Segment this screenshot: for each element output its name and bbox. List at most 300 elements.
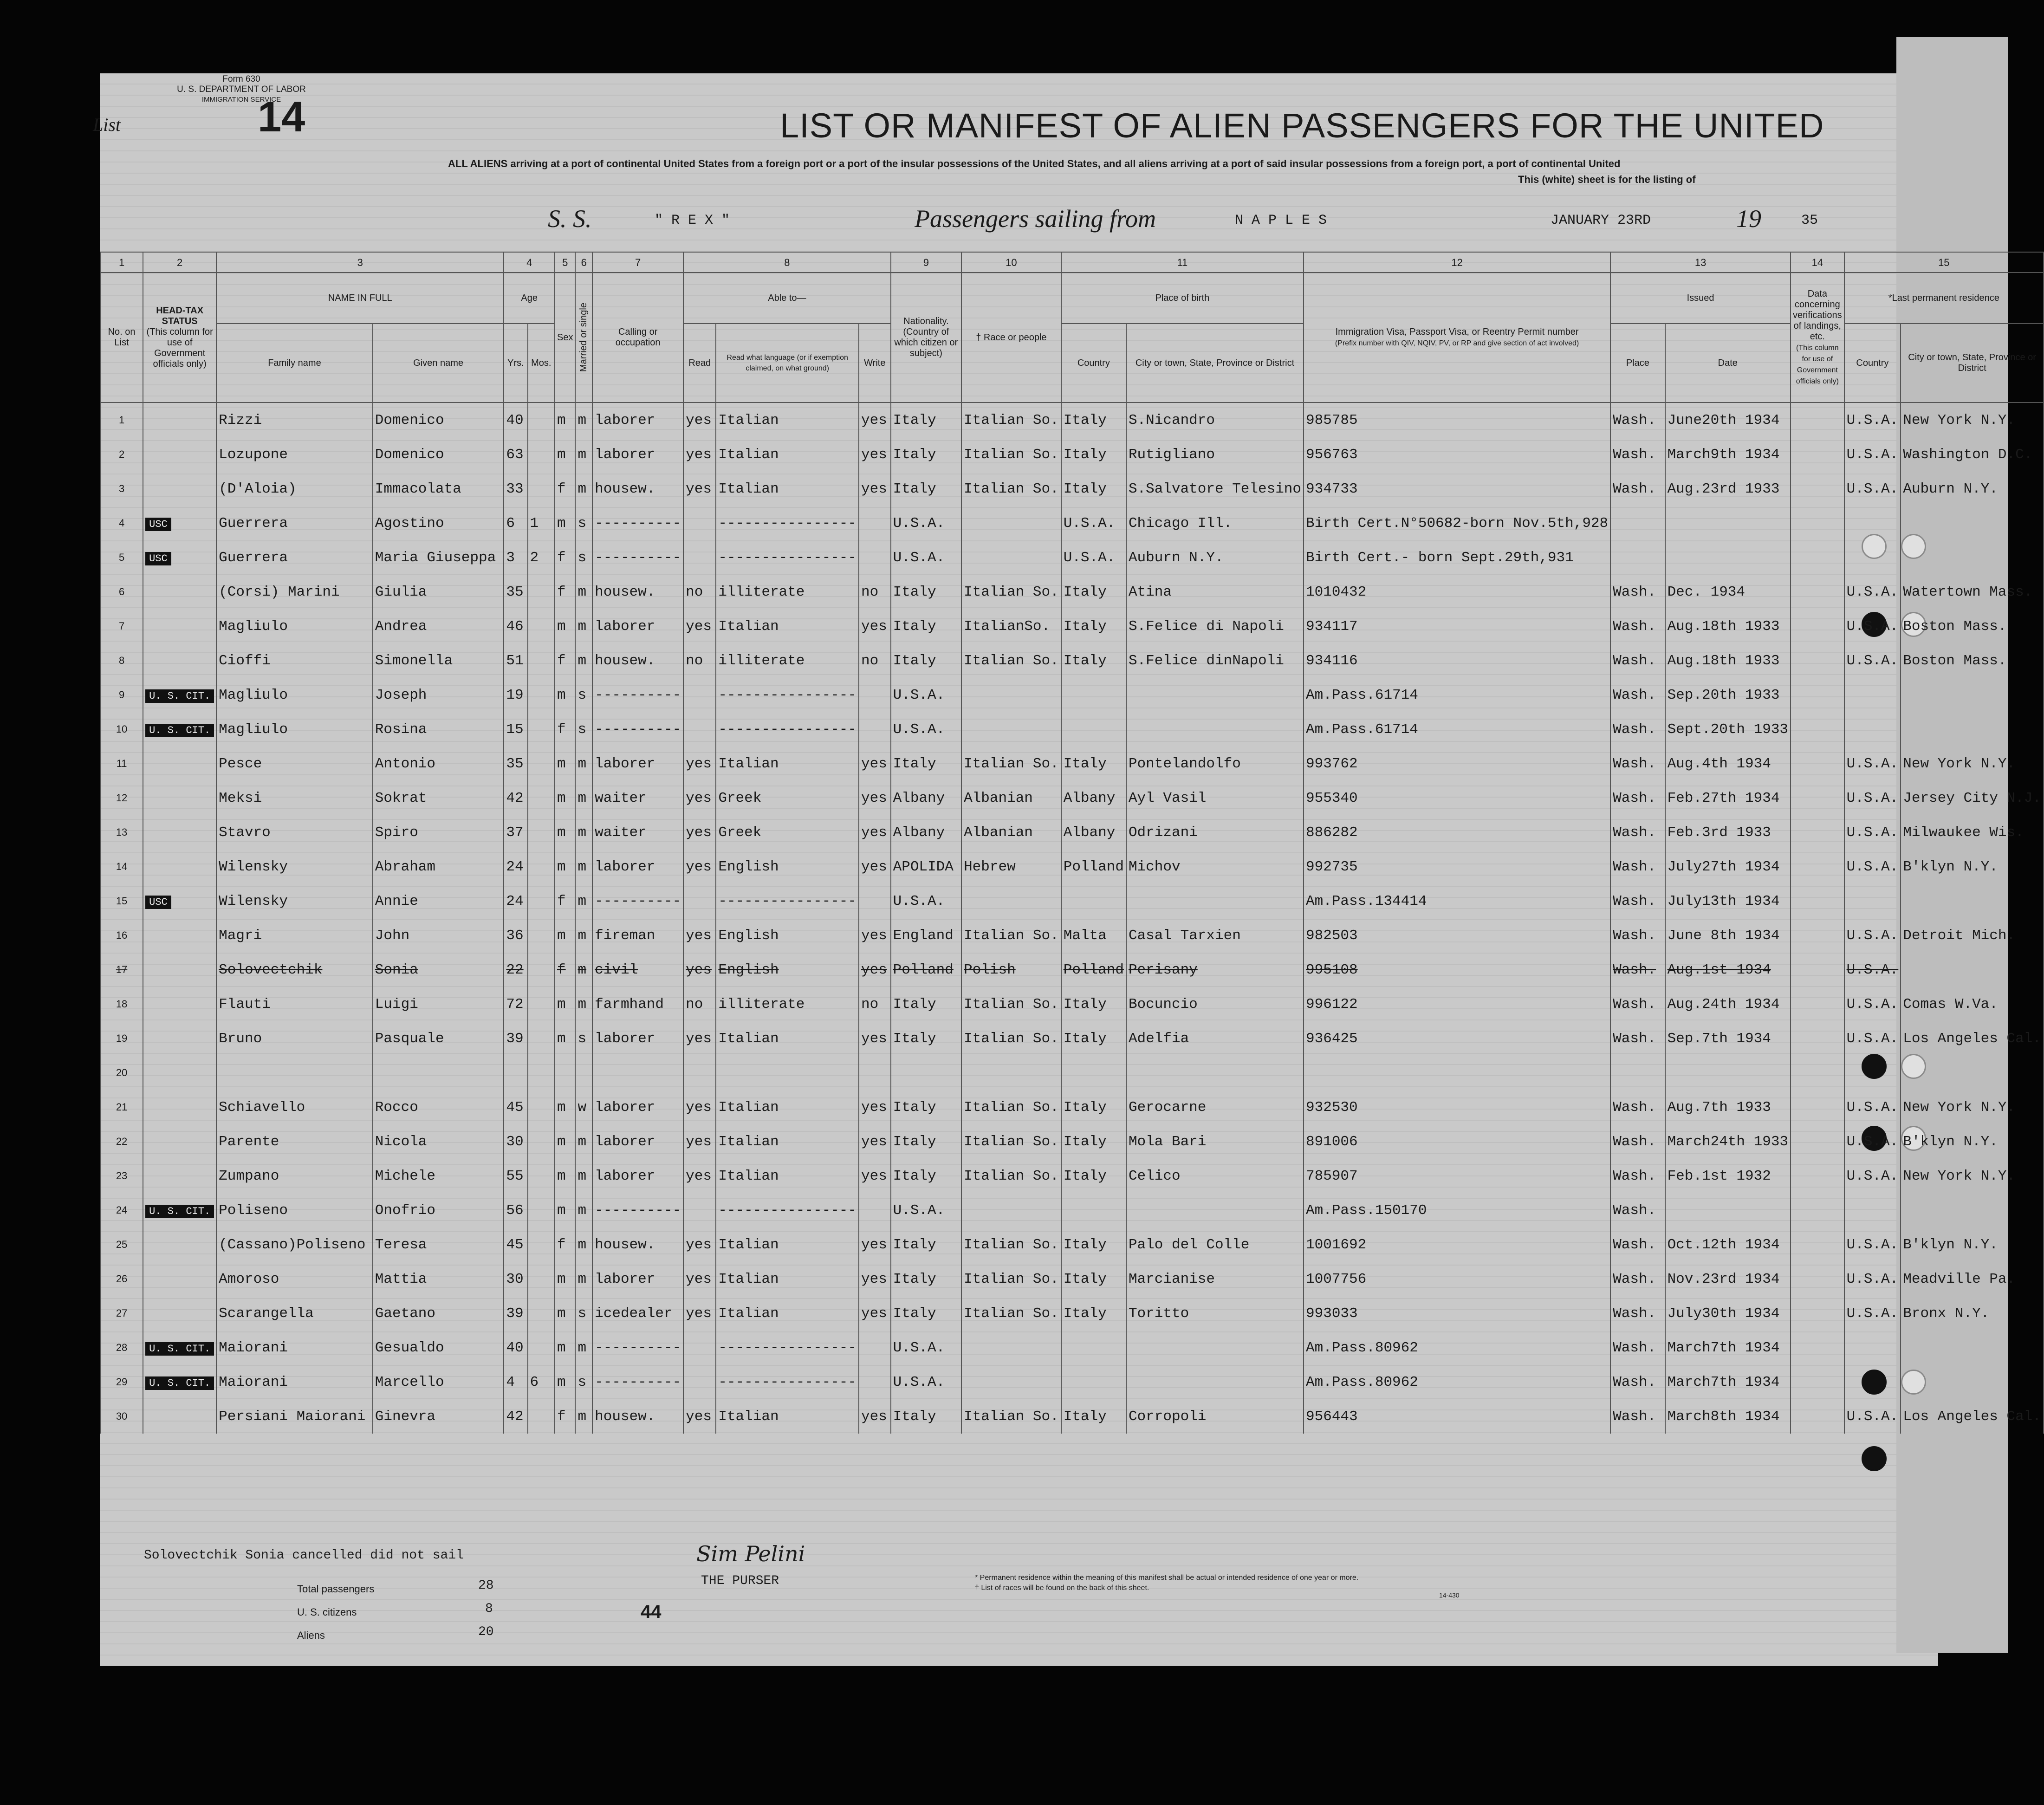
birth-country: Italy [1061,472,1126,506]
marital-status: s [575,540,592,575]
cancel-note: Solovectchik Sonia cancelled did not sail [144,1548,464,1563]
race [961,884,1061,918]
race: Italian So. [961,643,1061,678]
residence-country [1844,506,1901,540]
sailing-date: JANUARY 23RD [1551,213,1651,228]
aliens-value: 20 [478,1625,494,1639]
header-birth-country: Country [1061,324,1126,403]
head-tax-status [143,884,216,918]
sex: f [555,540,575,575]
residence-country: U.S.A. [1844,850,1901,884]
can-read: yes [683,747,716,781]
family-name: Scarangella [216,1296,373,1331]
birth-city: Atina [1126,575,1304,609]
verification [1791,884,1844,918]
read-language: Italian [716,1159,859,1193]
sex: m [555,403,575,437]
table-row [100,747,2044,781]
birth-country [1061,884,1126,918]
birth-city: S.Felice dinNapoli [1126,643,1304,678]
age-years: 39 [504,1021,527,1056]
age-years: 63 [504,437,527,472]
visa-number: 955340 [1304,781,1610,815]
residence-city: New York N.Y. [1901,403,2044,437]
age-years: 42 [504,781,527,815]
occupation: civil [592,953,683,987]
visa-number: 995108 [1304,953,1610,987]
birth-city: Auburn N.Y. [1126,540,1304,575]
table-row [100,437,2044,472]
issue-date: Sep.7th 1934 [1665,1021,1791,1056]
race [961,506,1061,540]
marital-status: m [575,1399,592,1434]
sex: m [555,437,575,472]
visa-number: 996122 [1304,987,1610,1021]
sex: f [555,953,575,987]
race: Albanian [961,781,1061,815]
given-name: Immacolata [373,472,504,506]
age-years: 33 [504,472,527,506]
list-label: List [93,114,121,135]
head-tax-status [143,1124,216,1159]
can-read [683,884,716,918]
family-name: Flauti [216,987,373,1021]
family-name: Rizzi [216,403,373,437]
table-row [100,1124,2044,1159]
verification [1791,678,1844,712]
table-row [100,712,2044,747]
occupation: ---------- [592,540,683,575]
read-language: Italian [716,1124,859,1159]
table-row [100,884,2044,918]
given-name: Maria Giuseppa [373,540,504,575]
age-months [528,884,555,918]
read-language: Italian [716,1227,859,1262]
birth-city [1126,1056,1304,1090]
residence-country: U.S.A. [1844,437,1901,472]
age-years: 6 [504,506,527,540]
sex: m [555,747,575,781]
table-row [100,1296,2044,1331]
row-number: 6 [100,575,143,609]
can-read: yes [683,472,716,506]
header-issued: Issued [1610,273,1791,324]
marital-status: m [575,850,592,884]
head-tax-status [143,1227,216,1262]
residence-country: U.S.A. [1844,1399,1901,1434]
can-write [859,540,891,575]
issue-place: Wash. [1610,1399,1665,1434]
family-name: Magliulo [216,678,373,712]
header-row-top [100,273,2044,324]
issue-place: Wash. [1610,1193,1665,1227]
race: Hebrew [961,850,1061,884]
head-tax-status [143,643,216,678]
age-years [504,1056,527,1090]
given-name: Mattia [373,1262,504,1296]
table-row [100,506,2044,540]
visa-number: 886282 [1304,815,1610,850]
issue-date: Aug.18th 1933 [1665,643,1791,678]
residence-city: B'klyn N.Y. [1901,850,2044,884]
table-row [100,575,2044,609]
can-write: yes [859,1021,891,1056]
can-write: no [859,643,891,678]
read-language: ---------------- [716,540,859,575]
sex: f [555,712,575,747]
age-years: 35 [504,747,527,781]
verification [1791,1296,1844,1331]
age-months [528,1331,555,1365]
row-number: 18 [100,987,143,1021]
family-name: (Corsi) Marini [216,575,373,609]
issue-date [1665,1193,1791,1227]
given-name: Ginevra [373,1399,504,1434]
age-years: 22 [504,953,527,987]
marital-status: m [575,884,592,918]
birth-country: U.S.A. [1061,540,1126,575]
age-years: 3 [504,540,527,575]
family-name: Magliulo [216,712,373,747]
birth-city [1126,712,1304,747]
visa-number: Am.Pass.80962 [1304,1331,1610,1365]
age-months [528,1262,555,1296]
subtitle-line2: This (white) sheet is for the listing of [1518,174,1696,185]
issue-date: Aug.18th 1933 [1665,609,1791,643]
residence-city: Detroit Mich. [1901,918,2044,953]
head-tax-label: HEAD-TAX STATUS [156,305,204,326]
table-row [100,609,2044,643]
age-years: 24 [504,850,527,884]
residence-country: U.S.A. [1844,1021,1901,1056]
family-name: Persiani Maiorani [216,1399,373,1434]
table-row [100,403,2044,437]
residence-city: Los Angeles Cal. [1901,1021,2044,1056]
header-sex: Sex [555,273,575,403]
footnote-residence: * Permanent residence within the meaning of this manifest shall be actual or intended residence of one year or more. [975,1574,1359,1582]
marital-status: m [575,747,592,781]
birth-country [1061,678,1126,712]
visa-number: 982503 [1304,918,1610,953]
given-name: Rocco [373,1090,504,1124]
row-number: 30 [100,1399,143,1434]
family-name: Cioffi [216,643,373,678]
verification [1791,815,1844,850]
can-write: yes [859,850,891,884]
birth-country: Italy [1061,1124,1126,1159]
marital-status: m [575,403,592,437]
issue-place: Wash. [1610,953,1665,987]
table-row [100,1021,2044,1056]
issue-place: Wash. [1610,678,1665,712]
nationality: Albany [891,815,961,850]
table-row [100,918,2044,953]
table-row [100,1365,2044,1399]
issue-date: March7th 1934 [1665,1331,1791,1365]
age-years: 36 [504,918,527,953]
occupation: housew. [592,643,683,678]
ship-name: " R E X " [655,213,730,228]
age-years: 45 [504,1090,527,1124]
residence-city: New York N.Y. [1901,1159,2044,1193]
race: Italian So. [961,1296,1061,1331]
issue-date: July30th 1934 [1665,1296,1791,1331]
occupation: laborer [592,850,683,884]
table-row [100,1331,2044,1365]
marital-status: w [575,1090,592,1124]
can-read: no [683,643,716,678]
birth-country: Polland [1061,850,1126,884]
citizen-stamp: U. S. CIT. [145,1376,214,1390]
marital-status: m [575,918,592,953]
birth-city: Palo del Colle [1126,1227,1304,1262]
nationality: Italy [891,1124,961,1159]
race: Italian So. [961,1399,1061,1434]
age-years: 37 [504,815,527,850]
residence-country: U.S.A. [1844,472,1901,506]
can-write [859,678,891,712]
birth-country: Albany [1061,815,1126,850]
family-name: Guerrera [216,506,373,540]
marital-status: m [575,1331,592,1365]
can-read: yes [683,437,716,472]
verification [1791,1227,1844,1262]
occupation: farmhand [592,987,683,1021]
residence-city: Washington D.C. [1901,437,2044,472]
occupation: ---------- [592,506,683,540]
age-months [528,918,555,953]
sex: m [555,1090,575,1124]
verification [1791,712,1844,747]
row-number: 26 [100,1262,143,1296]
head-tax-status [143,609,216,643]
sailing-label: Passengers sailing from [915,205,1156,233]
header-no-on-list: No. on List [100,273,143,403]
colnum-8: 8 [683,252,890,273]
issue-place: Wash. [1610,403,1665,437]
header-place-of-birth: Place of birth [1061,273,1304,324]
issue-place: Wash. [1610,850,1665,884]
header-last-residence: *Last permanent residence [1844,273,2044,324]
visa-number: 1010432 [1304,575,1610,609]
marital-status: s [575,712,592,747]
issue-date: July27th 1934 [1665,850,1791,884]
family-name: (D'Aloia) [216,472,373,506]
read-language: English [716,953,859,987]
row-number: 23 [100,1159,143,1193]
verification [1791,1056,1844,1090]
head-tax-status [143,1262,216,1296]
birth-city: Casal Tarxien [1126,918,1304,953]
residence-city [1901,953,2044,987]
race: ItalianSo. [961,609,1061,643]
verification [1791,643,1844,678]
head-tax-status [143,781,216,815]
head-tax-status [143,472,216,506]
age-months [528,747,555,781]
table-row [100,850,2044,884]
visa-number: 993033 [1304,1296,1610,1331]
visa-number: 992735 [1304,850,1610,884]
residence-city [1901,1193,2044,1227]
nationality: Italy [891,1262,961,1296]
verification [1791,1262,1844,1296]
department: U. S. DEPARTMENT OF LABOR [177,84,306,94]
can-write: yes [859,953,891,987]
head-tax-status [143,918,216,953]
family-name: Meksi [216,781,373,815]
header-mos: Mos. [528,324,555,403]
marital-status: s [575,1365,592,1399]
sex [555,1056,575,1090]
can-read: yes [683,815,716,850]
residence-city [1901,506,2044,540]
race: Italian So. [961,472,1061,506]
race: Italian So. [961,403,1061,437]
row-number: 21 [100,1090,143,1124]
read-language: ---------------- [716,1193,859,1227]
residence-country: U.S.A. [1844,1124,1901,1159]
row-number: 19 [100,1021,143,1056]
nationality: U.S.A. [891,884,961,918]
can-read: yes [683,1262,716,1296]
can-write: no [859,987,891,1021]
header-married: Married or single [575,273,592,403]
issue-place [1610,506,1665,540]
can-read [683,1193,716,1227]
read-language: illiterate [716,987,859,1021]
can-read: no [683,575,716,609]
head-tax-status [143,678,216,712]
given-name: Sonia [373,953,504,987]
can-write: yes [859,403,891,437]
read-language: English [716,850,859,884]
head-tax-status [143,850,216,884]
birth-country [1061,1365,1126,1399]
head-tax-status [143,1159,216,1193]
year-prefix: 19 [1736,205,1761,233]
family-name: Stavro [216,815,373,850]
head-tax-status [143,1090,216,1124]
residence-city: Jersey City N.J. [1901,781,2044,815]
colnum-15: 15 [1844,252,2044,273]
birth-city: Bocuncio [1126,987,1304,1021]
head-tax-status [143,815,216,850]
can-read [683,1056,716,1090]
race: Italian So. [961,1090,1061,1124]
occupation: icedealer [592,1296,683,1331]
nationality: Italy [891,1159,961,1193]
issue-place: Wash. [1610,781,1665,815]
family-name: Pesce [216,747,373,781]
read-language: illiterate [716,575,859,609]
colnum-14: 14 [1791,252,1844,273]
marital-status: m [575,1124,592,1159]
issue-date: Feb.3rd 1933 [1665,815,1791,850]
occupation: housew. [592,472,683,506]
issue-date: March24th 1933 [1665,1124,1791,1159]
issue-place: Wash. [1610,575,1665,609]
table-row [100,1056,2044,1090]
residence-country [1844,540,1901,575]
can-read: yes [683,1090,716,1124]
colnum-7: 7 [592,252,683,273]
head-tax-status [143,575,216,609]
nationality: Italy [891,1227,961,1262]
sheet-number: 44 [641,1602,662,1622]
issue-place: Wash. [1610,1159,1665,1193]
age-months [528,437,555,472]
colnum-13: 13 [1610,252,1791,273]
form-department-block [139,74,344,105]
verif-label: Data concerning verifications of landings, etc. [1793,288,1842,342]
issue-date: June20th 1934 [1665,403,1791,437]
family-name: Wilensky [216,884,373,918]
issue-date: Dec. 1934 [1665,575,1791,609]
header-head-tax [143,273,216,403]
occupation: laborer [592,747,683,781]
given-name: Spiro [373,815,504,850]
can-write [859,712,891,747]
age-months [528,850,555,884]
residence-country [1844,1056,1901,1090]
given-name: Luigi [373,987,504,1021]
header-row-bottom [100,324,2044,403]
nationality: Italy [891,1090,961,1124]
family-name: Magliulo [216,609,373,643]
birth-country: Albany [1061,781,1126,815]
nationality: Italy [891,575,961,609]
table-row [100,1193,2044,1227]
visa-number: 1001692 [1304,1227,1610,1262]
nationality: U.S.A. [891,712,961,747]
given-name: Michele [373,1159,504,1193]
age-months [528,1090,555,1124]
age-months [528,403,555,437]
verification [1791,781,1844,815]
sex: f [555,643,575,678]
issue-date: Sept.20th 1933 [1665,712,1791,747]
can-write [859,884,891,918]
given-name: John [373,918,504,953]
residence-city: New York N.Y. [1901,1090,2044,1124]
birth-country: Italy [1061,1227,1126,1262]
read-language: Italian [716,472,859,506]
sex: m [555,1159,575,1193]
head-tax-status [143,540,216,575]
age-years: 30 [504,1262,527,1296]
nationality: Italy [891,472,961,506]
verification [1791,403,1844,437]
residence-country: U.S.A. [1844,575,1901,609]
colnum-4: 4 [504,252,555,273]
ss-label: S. S. [548,205,592,233]
row-number: 22 [100,1124,143,1159]
residence-city: Bronx N.Y. [1901,1296,2044,1331]
year-suffix: 35 [1801,213,1818,228]
age-months [528,1124,555,1159]
residence-city: B'klyn N.Y. [1901,1227,2044,1262]
occupation: laborer [592,403,683,437]
birth-city: Pontelandolfo [1126,747,1304,781]
column-number-row [100,252,2044,273]
can-write: yes [859,1124,891,1159]
header-issue-date: Date [1665,324,1791,403]
given-name: Gesualdo [373,1331,504,1365]
marital-status: m [575,1159,592,1193]
age-months: 2 [528,540,555,575]
birth-country: Malta [1061,918,1126,953]
